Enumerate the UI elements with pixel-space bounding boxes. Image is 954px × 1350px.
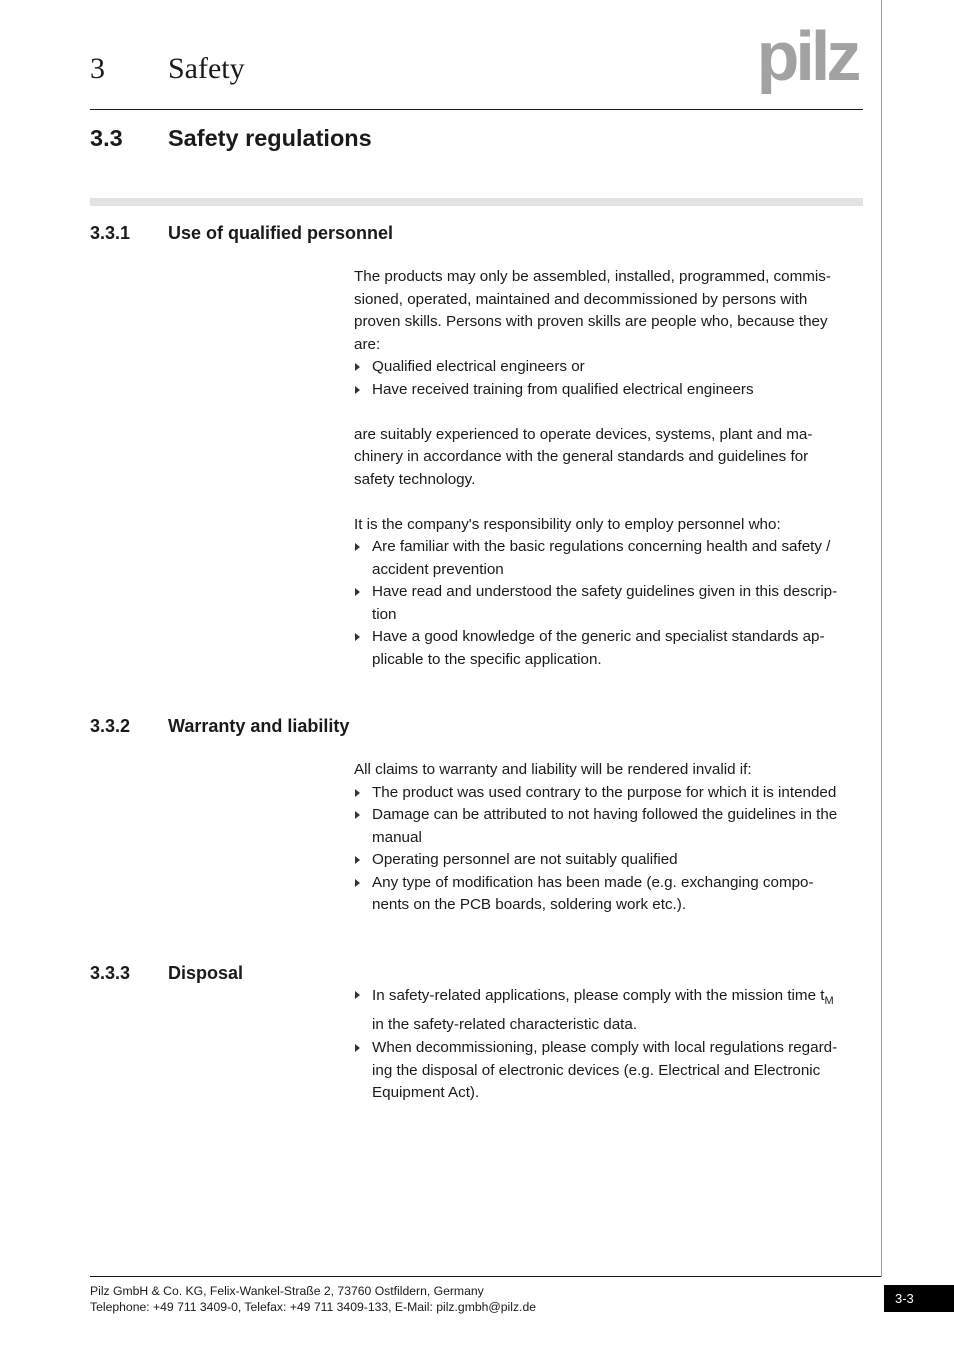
list-item: The product was used contrary to the purpose for which it is intended: [354, 782, 869, 805]
subsection-title-text: Disposal: [168, 963, 244, 983]
bullet-arrow-icon: [355, 588, 360, 596]
list-item: Have received training from qualified electrical engineers: [354, 379, 869, 402]
list-item: Damage can be attributed to not having followed the guidelines in the manual: [354, 804, 869, 849]
pilz-logo: [748, 28, 866, 94]
pilz-logo-text: pilz: [756, 28, 858, 94]
bullet-arrow-icon: [355, 879, 360, 887]
list-item: When decommissioning, please comply with local regulations regard- ing the disposal of electronic devices (e.g. Electrical and Electronic Equipment Act).: [354, 1037, 869, 1105]
subsection-number: 3.3.1: [90, 223, 131, 243]
list-item: Are familiar with the basic regulations concerning health and safety / accident prevention: [354, 536, 869, 581]
qualified-para2: are suitably experienced to operate devices, systems, plant and ma- chinery in accordance with the general standards and guidelines for safety technology.: [354, 425, 813, 488]
qualified-bullets-2: [354, 536, 869, 671]
qualified-intro: The products may only be assembled, installed, programmed, commis- sioned, operated, maintained and decommissioned by persons with proven skills. Persons with proven skills are people who, because they are:: [354, 268, 831, 353]
list-item: Operating personnel are not suitably qualified: [354, 849, 869, 872]
warranty-body: [354, 759, 869, 917]
qualified-para3: It is the company's responsibility only to employ personnel who:: [354, 515, 781, 533]
bullet-arrow-icon: [355, 789, 360, 797]
section-title-text: Safety regulations: [168, 125, 372, 151]
list-item: In safety-related applications, please comply with the mission time $t_M$ in the safety-related characteristic data.: [354, 984, 869, 1037]
subsection-title-text: Use of qualified personnel: [168, 223, 394, 243]
section-divider-band: [90, 198, 863, 206]
chapter-number: 3: [90, 52, 105, 85]
bullet-arrow-icon: [355, 543, 360, 551]
qualified-bullets-1: [354, 356, 869, 401]
bullet-arrow-icon: [355, 1044, 360, 1052]
list-item: Have a good knowledge of the generic and specialist standards ap- plicable to the specific application.: [354, 626, 869, 671]
subsection-title-text: Warranty and liability: [168, 716, 350, 736]
footer-contact: Telephone: +49 711 3409-0, Telefax: +49 711 3409-133, E-Mail: pilz.gmbh@pilz.de: [90, 1300, 536, 1314]
subsection-number: 3.3.2: [90, 716, 131, 736]
footer-rule: [90, 1276, 881, 1277]
disposal-body: [354, 984, 869, 1105]
disposal-bullets: [354, 984, 869, 1105]
page-number: 3-3: [884, 1285, 954, 1312]
bullet-arrow-icon: [355, 991, 360, 999]
qualified-body: [354, 266, 869, 671]
warranty-bullets: [354, 782, 869, 917]
margin-rule: [881, 0, 882, 1277]
header-rule: [90, 109, 863, 110]
subsection-number: 3.3.3: [90, 963, 131, 983]
bullet-arrow-icon: [355, 363, 360, 371]
bullet-arrow-icon: [355, 811, 360, 819]
chapter-title: Safety: [168, 52, 245, 85]
list-item: Qualified electrical engineers or: [354, 356, 869, 379]
warranty-intro: All claims to warranty and liability will be rendered invalid if:: [354, 761, 752, 778]
list-item: Any type of modification has been made (e.g. exchanging compo- nents on the PCB boards, soldering work etc.).: [354, 872, 869, 917]
bullet-arrow-icon: [355, 633, 360, 641]
section-number: 3.3: [90, 125, 123, 151]
bullet-arrow-icon: [355, 386, 360, 394]
footer: [90, 1283, 536, 1315]
bullet-arrow-icon: [355, 856, 360, 864]
list-item: Have read and understood the safety guidelines given in this descrip- tion: [354, 581, 869, 626]
footer-address: Pilz GmbH & Co. KG, Felix-Wankel-Straße 2, 73760 Ostfildern, Germany: [90, 1284, 484, 1298]
